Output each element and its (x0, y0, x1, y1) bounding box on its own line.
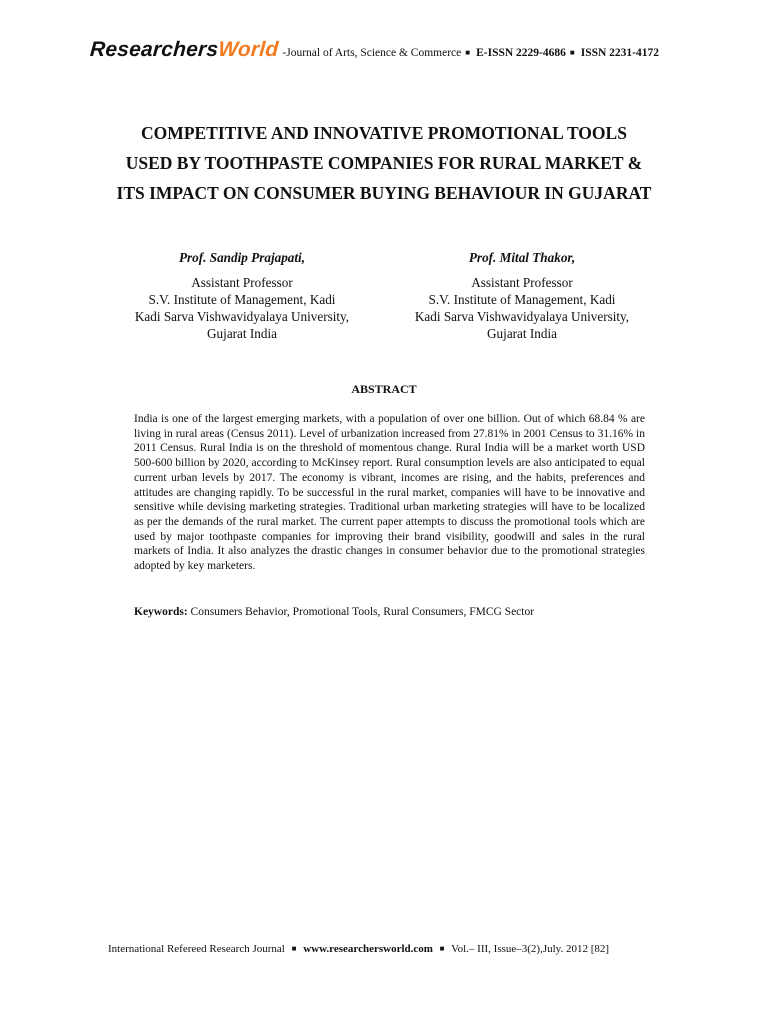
separator-square: ■ (569, 48, 575, 57)
author-location: Gujarat India (487, 326, 557, 341)
issn: ISSN 2231-4172 (580, 47, 659, 59)
title-line: ITS IMPACT ON CONSUMER BUYING BEHAVIOUR IN GUJARAT (116, 183, 652, 203)
journal-header (90, 38, 690, 62)
separator-square: ■ (291, 944, 297, 953)
keywords-text: Consumers Behavior, Promotional Tools, Rural Consumers, FMCG Sector (187, 606, 535, 618)
author-name: Prof. Mital Thakor, (468, 250, 576, 265)
author-location: Gujarat India (207, 326, 277, 341)
author-name: Prof. Sandip Prajapati, (178, 250, 306, 265)
author-university: Kadi Sarva Vishwavidyalaya University, (414, 309, 630, 324)
abstract-body: India is one of the largest emerging markets, with a population of over one billion. Out of which 68.84 % are living in rural areas (Census 2011). Level of urbanization increased from 27.81% in 2001 Census to 31.16% in 2011 Census. Rural India is on the threshold of momentous change. Rural India will be a market worth USD 500-600 billion by 2020, according to McKinsey report. Rural consumption levels are also anticipated to equal current urban levels by 2017. The economy is vibrant, incomes are rising, and the habits, preferences and attitudes are changing rapidly. To be successful in the rural market, companies will have to be innovative and sensitive while devising marketing strategies. Traditional urban marketing strategies will have to be localized as per the demands of the rural market. The current paper attempts to discuss the promotional tools which are used by major toothpaste companies for improving their brand visibility, goodwill and sales in the rural markets of India. It also analyzes the drastic changes in consumer behavior due to the promotional strategies adopted by key marketers. (134, 413, 645, 573)
journal-name: -Journal of Arts, Science & Commerce (282, 47, 462, 59)
abstract-heading: ABSTRACT (351, 382, 417, 396)
author-institute: S.V. Institute of Management, Kadi (428, 292, 616, 307)
separator-square: ■ (465, 48, 471, 57)
page-footer (108, 943, 668, 955)
footer-journal: International Refereed Research Journal (108, 943, 285, 955)
researchersworld-logo: ResearchersWorld (89, 38, 280, 61)
eissn: E-ISSN 2229-4686 (476, 47, 566, 59)
footer-issue: Vol.– III, Issue–3(2),July. 2012 [82] (451, 943, 610, 955)
author-position: Assistant Professor (471, 275, 573, 290)
footer-website-link[interactable]: www.researchersworld.com (303, 943, 433, 955)
author-block-2 (392, 249, 652, 342)
author-block-1 (112, 249, 372, 342)
author-university: Kadi Sarva Vishwavidyalaya University, (134, 309, 350, 324)
title-line: USED BY TOOTHPASTE COMPANIES FOR RURAL MARKET & (125, 153, 643, 173)
separator-square: ■ (439, 944, 445, 953)
author-position: Assistant Professor (191, 275, 293, 290)
title-line: COMPETITIVE AND INNOVATIVE PROMOTIONAL TOOLS (141, 123, 627, 143)
keywords (134, 606, 654, 618)
keywords-label: Keywords: (134, 606, 188, 618)
author-institute: S.V. Institute of Management, Kadi (148, 292, 336, 307)
paper-title (60, 118, 708, 208)
